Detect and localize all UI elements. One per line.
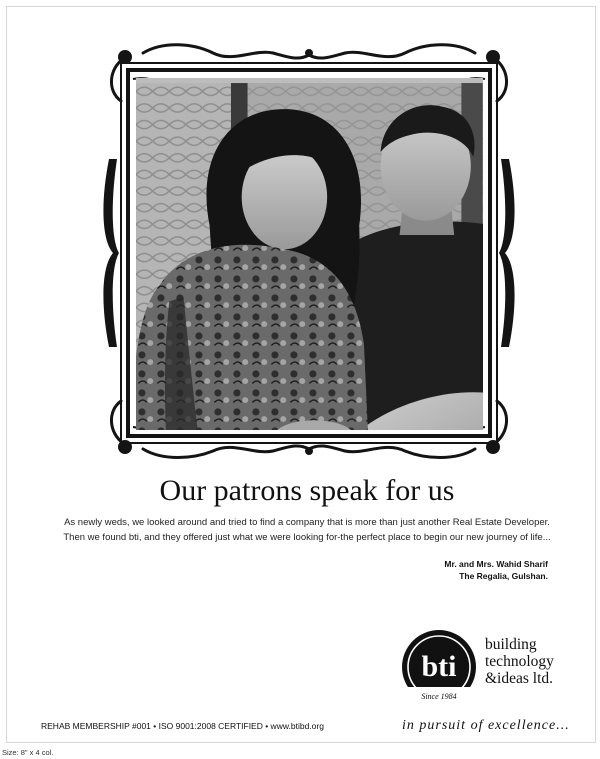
couple-photo-illustration	[136, 78, 483, 430]
testimonial-line-1: As newly weds, we looked around and tried to find a company that is more than just another Real Estate Developer.	[64, 517, 550, 528]
bti-monogram-text: bti	[421, 650, 457, 683]
attribution	[444, 558, 548, 582]
company-name-line-1: building	[485, 636, 537, 653]
bti-monogram-icon	[399, 627, 479, 707]
company-name	[485, 636, 554, 687]
membership-footer: REHAB MEMBERSHIP #001 • ISO 9001:2008 CERTIFIED • www.btibd.org	[41, 721, 324, 731]
headline: Our patrons speak for us	[159, 474, 455, 507]
since-year-text: Since 1984	[421, 692, 457, 701]
couple-photo	[136, 78, 483, 430]
attribution-name: Mr. and Mrs. Wahid Sharif	[444, 559, 548, 569]
size-note: Size: 8" x 4 col.	[2, 748, 54, 757]
advertisement	[6, 6, 596, 743]
tagline: in pursuit of excellence...	[402, 718, 570, 733]
bti-logo	[399, 627, 599, 717]
company-name-line-3: &ideas ltd.	[485, 670, 554, 687]
testimonial-text	[51, 515, 563, 545]
attribution-location: The Regalia, Gulshan.	[459, 571, 548, 581]
testimonial-line-2: Then we found bti, and they offered just what we were looking for-the perfect place to begin our new journey of life...	[63, 532, 551, 543]
company-name-line-2: technology	[485, 653, 554, 670]
ornate-photo-frame	[103, 39, 515, 467]
